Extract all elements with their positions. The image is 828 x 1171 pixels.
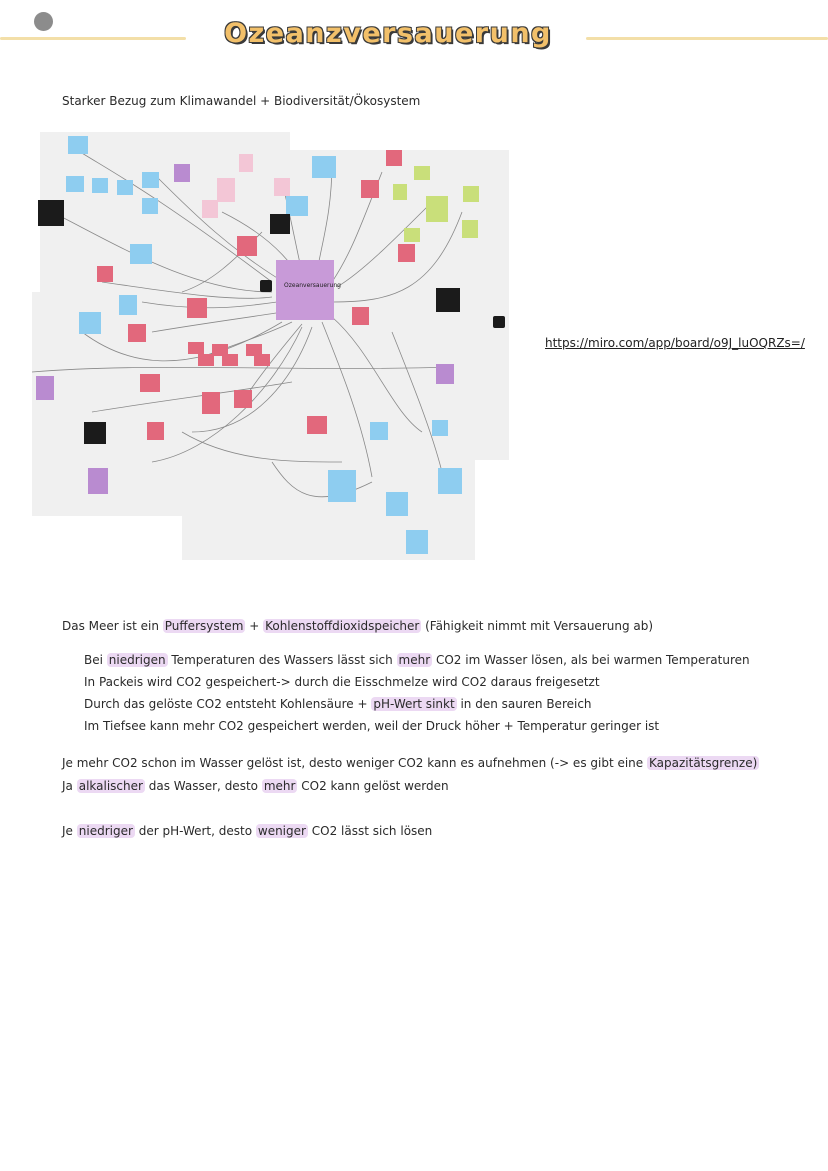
bullet-1-part: Temperaturen des Wassers lässt sich (167, 653, 397, 667)
line-3-part: Je (62, 824, 77, 838)
header-rule-right (586, 37, 828, 40)
line-1 (62, 756, 759, 770)
highlight-mehr: mehr (398, 653, 431, 667)
bullet-2: In Packeis wird CO2 gespeichert-> durch die Eisschmelze wird CO2 daraus freigesetzt (84, 675, 600, 689)
line-2 (62, 779, 449, 793)
line-2-part: das Wasser, desto (144, 779, 262, 793)
line-2-part: CO2 kann gelöst werden (297, 779, 449, 793)
bullet-3-part: Durch das gelöste CO2 entsteht Kohlensäure + (84, 697, 372, 711)
highlight-alkalischer: alkalischer (78, 779, 143, 793)
page-title: Ozeanzversauerung (224, 18, 552, 49)
bullet-3-part: in den sauren Bereich (456, 697, 592, 711)
miro-board-image (32, 132, 512, 560)
highlight-ph-wert-sinkt: pH-Wert sinkt (373, 697, 455, 711)
bullet-1-part: Bei (84, 653, 107, 667)
section1-suffix: (Fähigkeit nimmt mit Versauerung ab) (421, 619, 654, 633)
line-1-part: Je mehr CO2 schon im Wasser gelöst ist, desto weniger CO2 kann es aufnehmen (-> es gibt eine (62, 756, 647, 770)
highlight-co2-speicher: Kohlenstoffdioxidspeicher (265, 619, 420, 633)
section1-text (62, 619, 653, 633)
bullet-4: Im Tiefsee kann mehr CO2 gespeichert werden, weil der Druck höher + Temperatur geringer ist (84, 719, 660, 733)
central-note (276, 260, 341, 320)
line-3-part: der pH-Wert, desto (134, 824, 256, 838)
bullet-1 (84, 653, 750, 667)
miro-board-link[interactable]: https://miro.com/app/board/o9J_luOQRZs=/ (545, 336, 805, 350)
highlight-mehr: mehr (263, 779, 296, 793)
highlight-niedrigen: niedrigen (108, 653, 166, 667)
central-note-label: Ozeanversauerung (284, 282, 341, 289)
intro-text: Starker Bezug zum Klimawandel + Biodiversität/Ökosystem (62, 94, 421, 108)
bullet-3 (84, 697, 592, 711)
highlight-kapazitaetsgrenze: Kapazitätsgrenze) (649, 756, 758, 770)
section1-prefix: Das Meer ist ein (62, 619, 163, 633)
header-rule-left (0, 37, 186, 40)
line-3 (62, 824, 432, 838)
highlight-puffersystem: Puffersystem (164, 619, 244, 633)
highlight-niedriger: niedriger (78, 824, 133, 838)
line-3-part: CO2 lässt sich lösen (307, 824, 433, 838)
line-2-part: Ja (62, 779, 77, 793)
highlight-weniger: weniger (257, 824, 306, 838)
punch-hole (34, 12, 53, 31)
section1-mid: + (245, 619, 264, 633)
bullet-1-part: CO2 im Wasser lösen, als bei warmen Temperaturen (432, 653, 750, 667)
